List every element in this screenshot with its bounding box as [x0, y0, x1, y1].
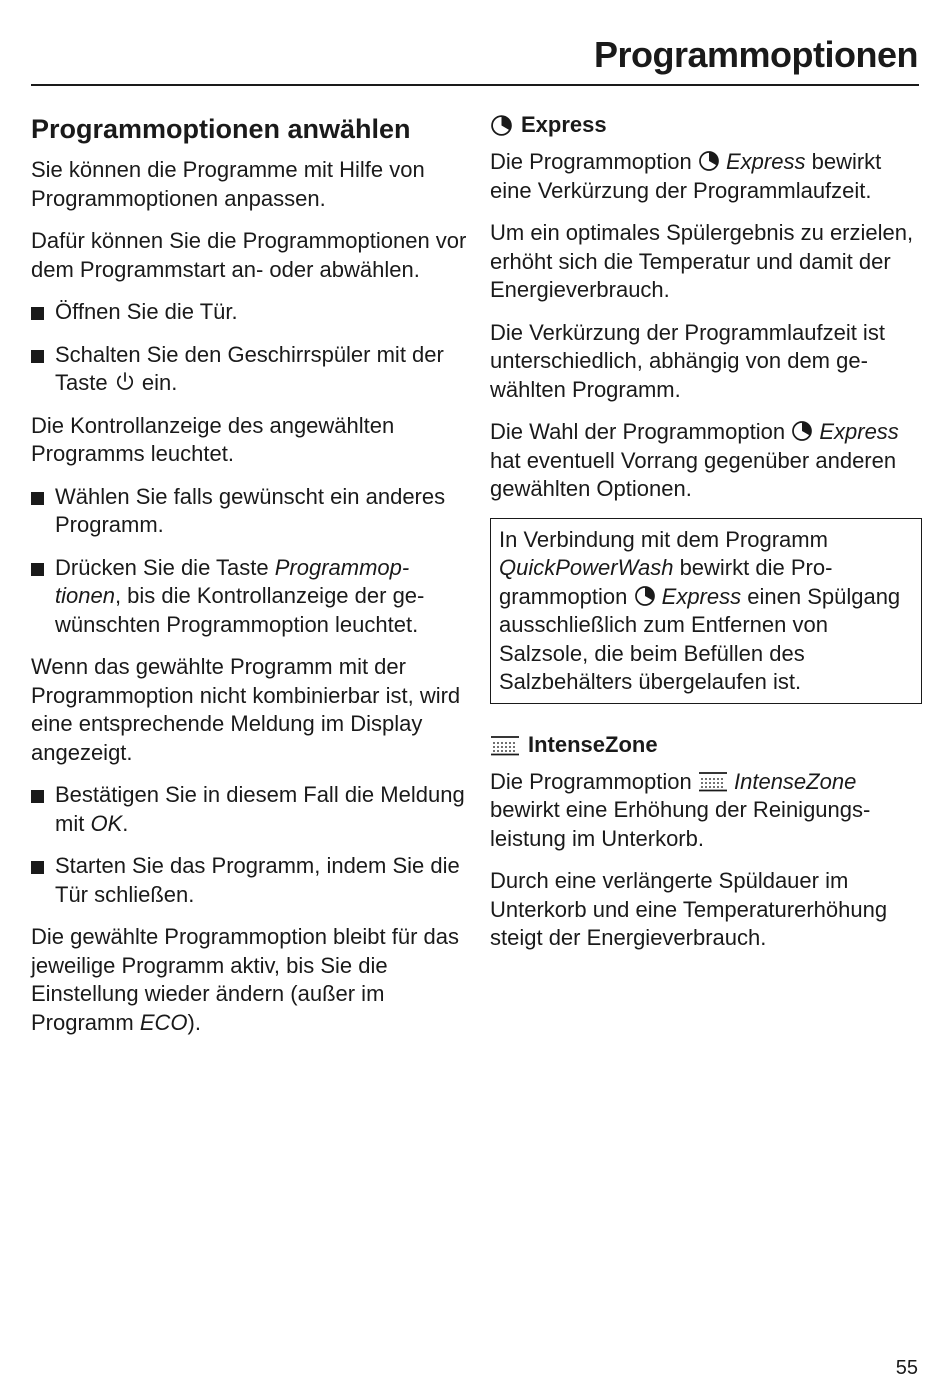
paragraph: Sie können die Programme mit Hilfe von Programmoptionen anpassen. — [31, 157, 425, 211]
paragraph-text-start: Die gewählte Programmoption bleibt für das jeweilige Programm aktiv, bis Sie die Einstellung wieder ändern (außer im Programm — [31, 924, 460, 1035]
header-divider — [31, 84, 919, 86]
instruction-step — [31, 298, 467, 327]
express-clock-icon — [698, 150, 720, 172]
intensezone-icon — [698, 770, 728, 792]
paragraph — [490, 768, 922, 854]
intensezone-icon — [490, 734, 520, 756]
instruction-text: Öffnen Sie die Tür. — [55, 299, 238, 324]
express-clock-icon — [791, 420, 813, 442]
note-text-middle: bewirkt die Programmoption — [499, 555, 833, 609]
note-text — [499, 526, 913, 697]
paragraph-text-end: ). — [187, 1009, 201, 1035]
instruction-step — [31, 852, 467, 909]
paragraph — [31, 923, 467, 1037]
page-header-title: Programmoptionen — [593, 34, 918, 75]
option-name-italic: IntenseZone — [734, 768, 857, 794]
paragraph-text-start: Die Programmoption — [490, 768, 692, 794]
express-clock-icon — [634, 585, 656, 607]
paragraph-text-start: Die Wahl der Programmoption — [490, 419, 786, 444]
instruction-text — [55, 341, 467, 398]
info-note-box — [490, 518, 922, 704]
instruction-text-start: Schalten Sie den Geschirrspüler mit der Taste — [55, 341, 444, 395]
bullet-square-icon — [31, 483, 55, 540]
left-column — [31, 110, 467, 1051]
bullet-square-icon — [31, 852, 55, 909]
instruction-step — [31, 483, 467, 540]
instruction-text-start: Bestätigen Sie in diesem Fall die Meldung mit — [55, 782, 465, 836]
subsection-title-text: IntenseZone — [528, 731, 658, 757]
instruction-text — [55, 781, 467, 838]
option-name-italic: Express — [726, 149, 806, 174]
paragraph: Die Kontrollanzeige des angewählten Programms leuchtet. — [31, 412, 395, 466]
paragraph-text-end: bewirkt eine Erhöhung der Reinigungsleistung im Unterkorb. — [490, 797, 871, 851]
paragraph-text-end: hat eventuell Vorrang gegenüber anderen gewählten Optionen. — [490, 447, 897, 501]
note-text-end: einen Spülgang ausschließlich zum Entfernen von Salzsole, die beim Befüllen des Salzbehälters übergelaufen ist. — [499, 583, 901, 694]
option-name-italic: Express — [661, 583, 742, 609]
instruction-text-end: ein. — [141, 370, 178, 395]
section-title-select-options: Programmoptionen anwählen — [31, 114, 411, 144]
subsection-title-text: Express — [521, 112, 607, 137]
button-name-italic: Programmoptionen — [55, 554, 410, 608]
express-clock-icon — [490, 114, 513, 137]
right-column — [490, 110, 922, 967]
paragraph-text-start: Die Programmoption — [490, 149, 692, 174]
page-number: 55 — [895, 1357, 918, 1379]
subsection-title-intensezone — [490, 730, 922, 760]
program-name-italic: ECO — [139, 1009, 188, 1035]
instruction-text: Wählen Sie falls gewünscht ein anderes Programm. — [55, 483, 446, 537]
bullet-square-icon — [31, 298, 55, 327]
subsection-title-express — [490, 110, 922, 140]
instruction-text-end: , bis die Kontrollanzeige der gewünschten Programmoption leuchtet. — [55, 583, 425, 637]
instruction-text-end: . — [122, 810, 129, 836]
power-icon — [114, 371, 136, 393]
bullet-square-icon — [31, 781, 55, 838]
instruction-text — [55, 554, 467, 640]
paragraph — [490, 148, 922, 205]
instruction-text-start: Drücken Sie die Taste — [55, 554, 269, 580]
ok-label-italic: OK — [90, 810, 123, 836]
instruction-step — [31, 554, 467, 640]
instruction-text: Starten Sie das Programm, indem Sie die Tür schließen. — [55, 853, 460, 907]
option-name-italic: Express — [819, 419, 899, 444]
paragraph: Um ein optimales Spülergebnis zu erzielen, erhöht sich die Temperatur und damit der Energieverbrauch. — [490, 220, 914, 302]
bullet-square-icon — [31, 554, 55, 640]
paragraph-text-end: bewirkt eine Verkürzung der Programmlaufzeit. — [490, 149, 882, 203]
paragraph — [490, 418, 922, 504]
paragraph: Die Verkürzung der Programmlaufzeit ist unterschiedlich, abhängig von dem gewählten Programm. — [490, 319, 885, 402]
paragraph: Wenn das gewählte Programm mit der Programmoption nicht kombinierbar ist, wird eine entsprechende Meldung im Display angezeigt. — [31, 654, 461, 765]
note-text-start: In Verbindung mit dem Programm — [499, 526, 828, 552]
paragraph: Dafür können Sie die Programmoptionen vor dem Programmstart an- oder abwählen. — [31, 228, 467, 282]
instruction-step — [31, 341, 467, 398]
instruction-step — [31, 781, 467, 838]
bullet-square-icon — [31, 341, 55, 398]
paragraph: Durch eine verlängerte Spüldauer im Unterkorb und eine Temperaturerhöhung steigt der Energieverbrauch. — [490, 868, 888, 950]
program-name-italic: QuickPowerWash — [499, 555, 674, 580]
